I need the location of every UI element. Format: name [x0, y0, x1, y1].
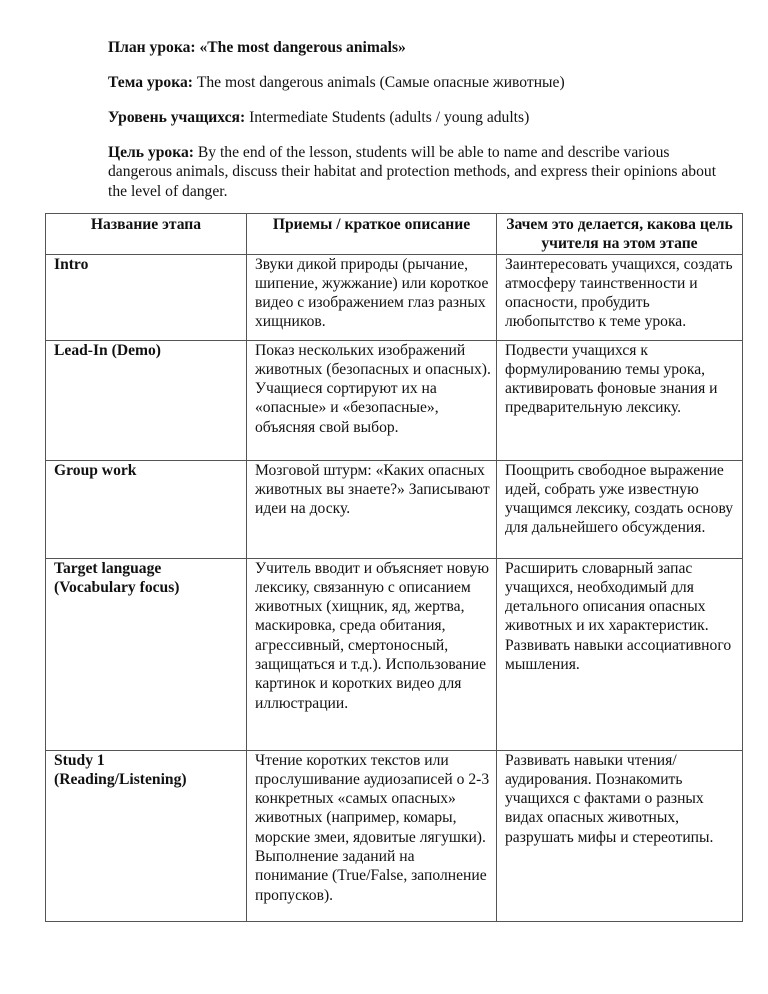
stage-description: Звуки дикой природы (рычание, шипение, жужжание) или короткое видео с изображением глаз разных хищников. [247, 254, 497, 340]
column-header-purpose: Зачем это делается, какова цель учителя на этом этапе [497, 214, 743, 255]
stage-name: Group work [46, 460, 247, 558]
lesson-topic [108, 73, 718, 92]
table-row [46, 750, 743, 921]
stage-name: Intro [46, 254, 247, 340]
column-header-stage: Название этапа [46, 214, 247, 255]
table-row [46, 558, 743, 750]
stage-purpose: Заинтересовать учащихся, создать атмосферу таинственности и опасности, пробудить любопытство к теме урока. [497, 254, 743, 340]
stage-purpose: Поощрить свободное выражение идей, собрать уже известную учащимся лексику, создать основу для дальнейшего обсуждения. [497, 460, 743, 558]
stage-name: Target language (Vocabulary focus) [46, 558, 247, 750]
level-label: Уровень учащихся: [108, 109, 246, 126]
goal-label: Цель урока: [108, 144, 194, 161]
stage-purpose: Развивать навыки чтения/аудирования. Познакомить учащихся с фактами о разных видах опасных животных, разрушать мифы и стереотипы. [497, 750, 743, 921]
stage-description: Показ нескольких изображений животных (безопасных и опасных). Учащиеся сортируют их на «опасные» и «безопасные», объясняя свой выбор. [247, 340, 497, 460]
title-value: «The most dangerous animals» [199, 39, 406, 56]
stage-purpose: Расширить словарный запас учащихся, необходимый для детального описания опасных животных и их характеристик. Развивать навыки ассоциативного мышления. [497, 558, 743, 750]
topic-value: The most dangerous animals (Самые опасные животные) [196, 74, 565, 91]
table-row [46, 460, 743, 558]
lesson-goal [108, 143, 718, 201]
goal-value: By the end of the lesson, students will be able to name and describe various dangerous animals, discuss their habitat and protection methods, and express their opinions about the level of danger. [108, 144, 717, 200]
lesson-plan-title [108, 38, 718, 57]
student-level [108, 108, 718, 127]
table-header-row [46, 214, 743, 255]
column-header-description: Приемы / краткое описание [247, 214, 497, 255]
topic-label: Тема урока: [108, 74, 193, 91]
lesson-stages-table [45, 213, 743, 922]
table-row [46, 340, 743, 460]
title-label: План урока: [108, 39, 196, 56]
stage-description: Чтение коротких текстов или прослушивание аудиозаписей о 2-3 конкретных «самых опасных» животных (например, комары, морские змеи, ядовитые лягушки). Выполнение заданий на понимание (True/False, заполнение пропусков). [247, 750, 497, 921]
stage-purpose: Подвести учащихся к формулированию темы урока, активировать фоновые знания и предварительную лексику. [497, 340, 743, 460]
stage-description: Учитель вводит и объясняет новую лексику, связанную с описанием животных (хищник, яд, жертва, маскировка, среда обитания, агрессивный, смертоносный, защищаться и т.д.). Использование картинок и коротких видео для иллюстрации. [247, 558, 497, 750]
level-value: Intermediate Students (adults / young adults) [249, 109, 530, 126]
stage-name: Lead-In (Demo) [46, 340, 247, 460]
stage-description: Мозговой штурм: «Каких опасных животных вы знаете?» Записывают идеи на доску. [247, 460, 497, 558]
stage-name: Study 1 (Reading/Listening) [46, 750, 247, 921]
table-row [46, 254, 743, 340]
